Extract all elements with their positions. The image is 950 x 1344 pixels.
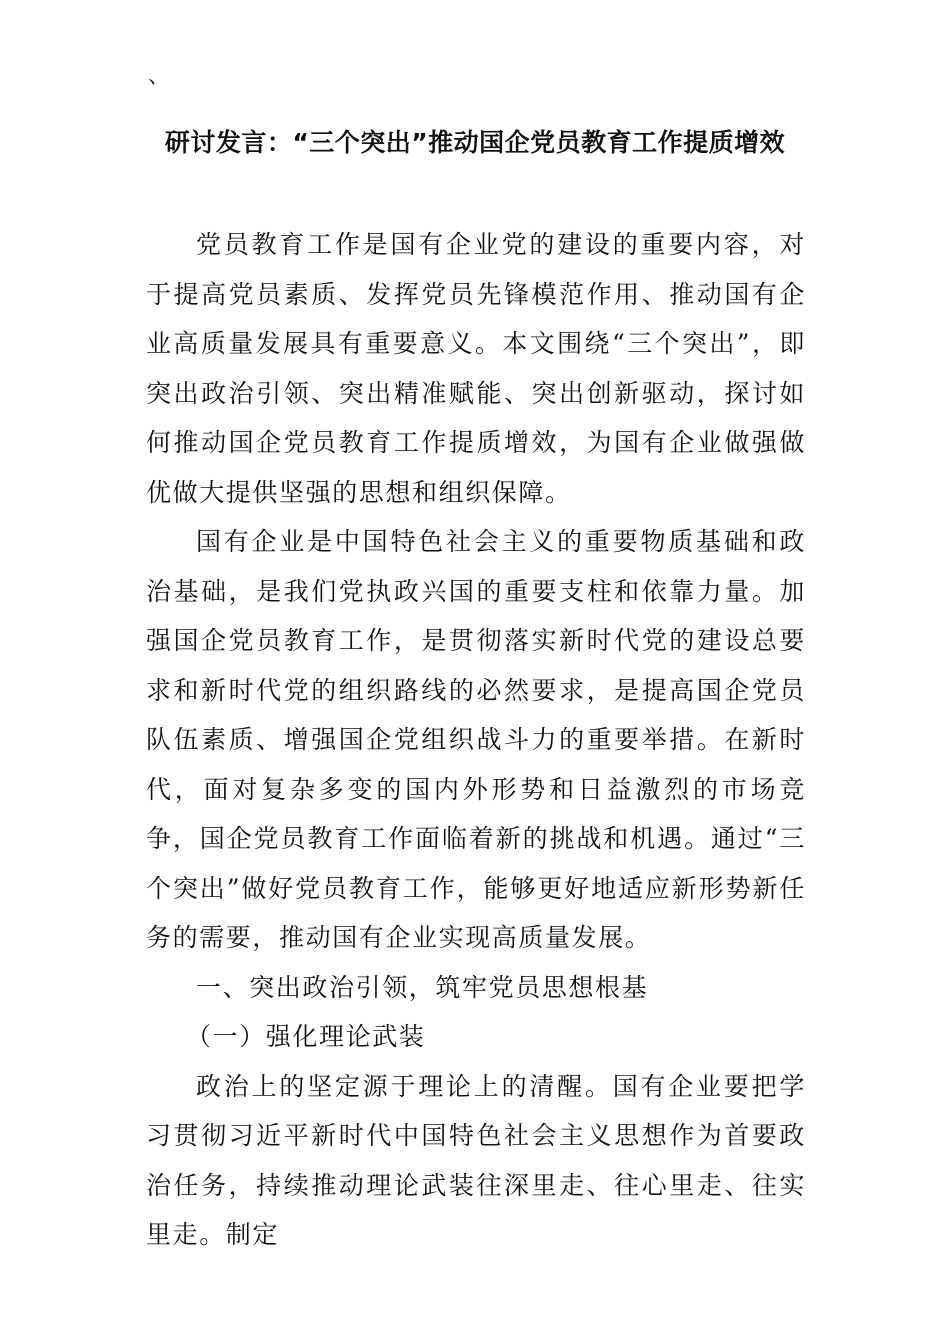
document-title: 研讨发言：“三个突出”推动国企党员教育工作提质增效 xyxy=(164,128,786,157)
corner-mark: 、 xyxy=(148,64,171,89)
section-heading: 一、突出政治引领，筑牢党员思想根基 xyxy=(196,972,649,1002)
paragraph-theory: 政治上的坚定源于理论上的清醒。国有企业要把学习贯彻习近平新时代中国特色社会主义思想作为首要政治任务，持续推动理论武装往深里走、往心里走、往实里走。制定 xyxy=(146,1071,806,1249)
paragraph-intro: 党员教育工作是国有企业党的建设的重要内容，对于提高党员素质、发挥党员先锋模范作用、推动国有企业高质量发展具有重要意义。本文围绕“三个突出”，即突出政治引领、突出精准赋能、突出创新驱动，探讨如何推动国企党员教育工作提质增效，为国有企业做强做优做大提供坚强的思想和组织保障。 xyxy=(146,230,806,507)
subsection-heading: （一）强化理论武装 xyxy=(186,1022,426,1051)
paragraph-background: 国有企业是中国特色社会主义的重要物质基础和政治基础，是我们党执政兴国的重要支柱和依靠力量。加强国企党员教育工作，是贯彻落实新时代党的建设总要求和新时代党的组织路线的必然要求，是提高国企党员队伍素质、增强国企党组织战斗力的重要举措。在新时代，面对复杂多变的国内外形势和日益激烈的市场竞争，国企党员教育工作面临着新的挑战和机遇。通过“三个突出”做好党员教育工作，能够更好地适应新形势新任务的需要，推动国有企业实现高质量发展。 xyxy=(146,527,806,952)
document-body xyxy=(146,220,806,1260)
